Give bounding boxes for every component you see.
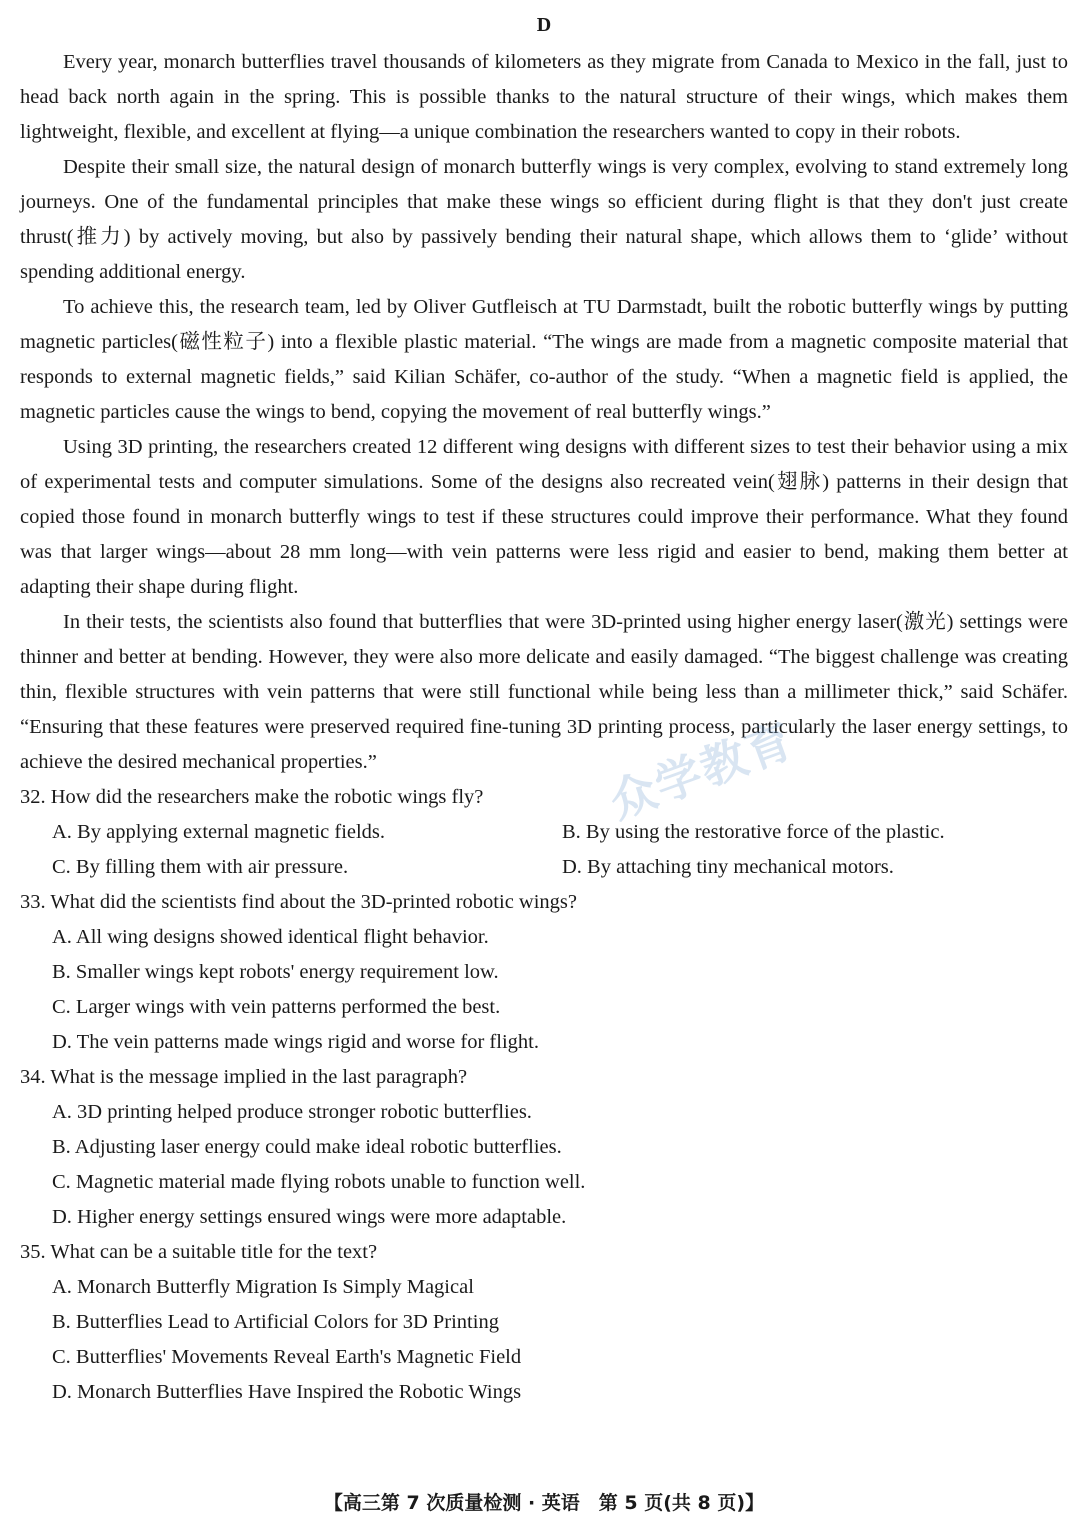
option-a[interactable]: A. All wing designs showed identical flight behavior. [52,926,489,948]
question-stem: 32. How did the researchers make the robotic wings fly? [20,786,484,808]
option-a[interactable]: A. Monarch Butterfly Migration Is Simply Magical [52,1276,474,1298]
option-c[interactable]: C. By filling them with air pressure. [52,856,349,878]
option-d[interactable]: D. The vein patterns made wings rigid and worse for flight. [52,1031,539,1053]
option-list [20,1095,1068,1235]
option-a[interactable]: A. 3D printing helped produce stronger robotic butterflies. [52,1101,532,1123]
option-c[interactable]: C. Magnetic material made flying robots unable to function well. [52,1171,586,1193]
passage-paragraph-4: Using 3D printing, the researchers created 12 different wing designs with different sizes to test their behavior using a mix of experimental tests and computer simulations. Some of the designs also recreated vein(翅脉) patterns in their design that copied those found in monarch butterfly wings to test if these structures could improve their performance. What they found was that larger wings—about 28 mm long—with vein patterns were less rigid and easier to bend, making them better at adapting their shape during flight. [20,436,1068,598]
question-stem: 33. What did the scientists find about the 3D-printed robotic wings? [20,891,578,913]
option-b[interactable]: B. Butterflies Lead to Artificial Colors for 3D Printing [52,1311,499,1333]
question-34 [20,1060,1068,1235]
question-33 [20,885,1068,1060]
passage-paragraph-3: To achieve this, the research team, led by Oliver Gutfleisch at TU Darmstadt, built the robotic butterfly wings by putting magnetic particles(磁性粒子) into a flexible plastic material. “The wings are made from a magnetic composite material that responds to external magnetic fields,” said Kilian Schäfer, co-author of the study. “When a magnetic field is applied, the magnetic particles cause the wings to bend, copying the movement of real butterfly wings.” [20,296,1068,423]
option-a[interactable]: A. By applying external magnetic fields. [52,821,386,843]
option-c[interactable]: C. Larger wings with vein patterns performed the best. [52,996,501,1018]
question-stem: 35. What can be a suitable title for the text? [20,1241,378,1263]
option-c[interactable]: C. Butterflies' Movements Reveal Earth's Magnetic Field [52,1346,522,1368]
option-list [20,1270,1068,1410]
option-b[interactable]: B. Adjusting laser energy could make ideal robotic butterflies. [52,1136,562,1158]
exam-page [20,0,1068,1526]
section-letter: D [536,14,552,36]
reading-passage [20,45,1068,780]
option-b[interactable]: B. Smaller wings kept robots' energy requirement low. [52,961,499,983]
question-35 [20,1235,1068,1410]
question-list [20,780,1068,1410]
question-stem: 34. What is the message implied in the last paragraph? [20,1066,468,1088]
passage-paragraph-5: In their tests, the scientists also found that butterflies that were 3D-printed using higher energy laser(激光) settings were thinner and better at bending. However, they were also more delicate and easily damaged. “The biggest challenge was creating thin, flexible structures with vein patterns that were still functional while being less than a millimeter thick,” said Schäfer. “Ensuring that these features were preserved required fine-tuning 3D printing process, particularly the laser energy settings, to achieve the desired mechanical properties.” [20,611,1068,773]
watermark-logo: 众学教育 [602,712,802,830]
option-b[interactable]: B. By using the restorative force of the plastic. [562,821,945,843]
option-list [20,815,1068,885]
option-d[interactable]: D. Higher energy settings ensured wings were more adaptable. [52,1206,567,1228]
option-list [20,920,1068,1060]
question-32 [20,780,1068,885]
passage-paragraph-2: Despite their small size, the natural design of monarch butterfly wings is very complex, evolving to stand extremely long journeys. One of the fundamental principles that make these wings so efficient during flight is that they don't just create thrust(推力) by actively moving, but also by passively bending their natural shape, which allows them to ‘glide’ without spending additional energy. [20,156,1068,283]
page-footer: 【高三第 7 次质量检测 · 英语 第 5 页(共 8 页)】 [323,1492,765,1514]
option-d[interactable]: D. Monarch Butterflies Have Inspired the Robotic Wings [52,1381,522,1403]
passage-paragraph-1: Every year, monarch butterflies travel thousands of kilometers as they migrate from Canada to Mexico in the fall, just to head back north again in the spring. This is possible thanks to the natural structure of their wings, which makes them lightweight, flexible, and excellent at flying—a unique combination the researchers wanted to copy in their robots. [20,51,1068,143]
option-d[interactable]: D. By attaching tiny mechanical motors. [562,856,894,878]
